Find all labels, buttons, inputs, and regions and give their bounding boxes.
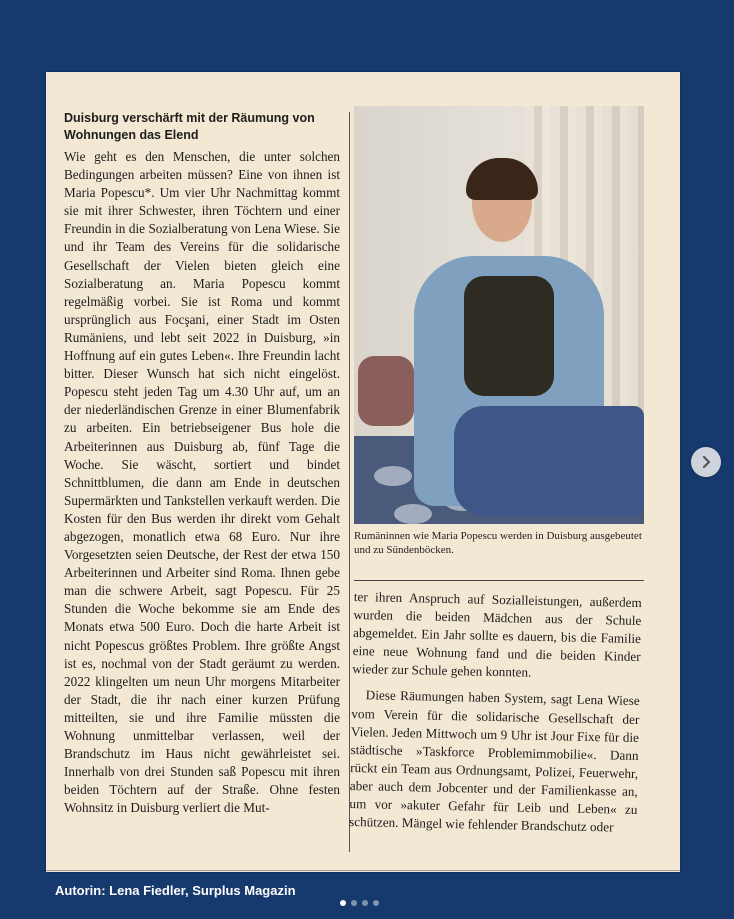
article-headline: Duisburg verschärft mit der Räumung von Wohnungen das Elend [64, 111, 315, 142]
bed-pattern [394, 504, 432, 524]
article-photo [354, 106, 644, 524]
jeans-shape [454, 406, 644, 516]
right-column [349, 588, 642, 837]
next-slide-button[interactable] [691, 447, 721, 477]
magazine-page [46, 72, 680, 872]
gutter-marks [50, 132, 56, 852]
carousel-dot[interactable] [373, 900, 379, 906]
chevron-right-icon [699, 455, 713, 469]
shirt-shape [464, 276, 554, 396]
carousel-dot[interactable] [340, 900, 346, 906]
carousel-dots [340, 900, 379, 906]
carousel-dot[interactable] [351, 900, 357, 906]
author-credit: Autorin: Lena Fiedler, Surplus Magazin [55, 883, 296, 898]
left-column [64, 110, 340, 817]
right-column-paragraph-1: ter ihren Anspruch auf Sozialleistungen, außerdem wurden die beiden Mädchen aus der Schule abgemeldet. Ein Jahr sollte es dauern, bis die Familie eine neue Wohnung fand und die beiden Kinder wieder zur Schule gehen konnten. [352, 588, 642, 681]
bed-pattern [374, 466, 412, 486]
photo-caption: Rumäninnen wie Maria Popescu werden in Duisburg ausgebeutet und zu Sündenböcken. [354, 530, 642, 556]
pillow-shape [358, 356, 414, 426]
page-bottom-rule [46, 870, 680, 871]
left-column-text: Wie geht es den Menschen, die unter solchen Bedingungen arbeiten müssen? Eine von ihnen ist Maria Popescu*. Um vier Uhr Nachmittag kommt sie mit ihrer Schwester, ihren Töchtern und einer Freundin in die Sozialberatung von Lena Wiese. Sie und ihr Team des Vereins für die solidarische Gesellschaft der Vielen bieten gleich eine Sozialberatung an. Maria Popescu kommt regelmäßig vorbei. Sie ist Roma und kommt ursprünglich aus Focşani, einer Stadt im Osten Rumäniens, und lebt seit 2022 in Duisburg, »in Hoffnung auf ein gutes Leben«. Ihre Freundin lacht bitter. Dieser Wunsch hat sich nicht eingelöst. Popescu steht jeden Tag um 4.30 Uhr auf, um an der niederländischen Grenze in einer Blumenfabrik zu arbeiten. Ein betriebseigener Bus hole die Arbeiterinnen aus Duisburg ab, fünf Tage die Woche. Sie wäscht, sortiert und bindet Schnittblumen, die dann am Ende in deutschen Supermärkten und Tankstellen verkauft werden. Die Kosten für den Bus werden ihr direkt vom Gehalt abgezogen, monatlich etwa 68 Euro. Nur ihre Vorgesetzten seien Deutsche, der Rest der etwa 150 Arbeiterinnen und Arbeiter sind Roma. Ihnen gebe man die schwere Arbeit, sagt Popescu. Für 25 Stunden die Woche bekomme sie am Ende des Monats etwa 500 Euro. Doch die harte Arbeit ist nicht Popescus größtes Problem. Ihre größte Angst ist es, nochmal von der Stadt geräumt zu werden. 2022 klingelten um neun Uhr morgens Mitarbeiter der Stadt, die ihr nach einer kurzen Prüfung mitteilten, sie und ihre Familie müssten die Wohnung unmittelbar verlassen, weil der Brandschutz im Haus nicht gewährleistet sei. Innerhalb von drei Stunden saß Popescu mit ihren beiden Töchtern auf der Straße. Ohne festen Wohnsitz in Duisburg verliert die Mut- [64, 149, 340, 816]
carousel-dot[interactable] [362, 900, 368, 906]
caption-divider [354, 580, 644, 581]
right-column-paragraph-2: Diese Räumungen haben System, sagt Lena Wiese vom Verein für die solidarische Gesellschaft der Vielen. Jeden Mittwoch um 9 Uhr ist Jour Fixe für die städtische »Taskforce Problemimmobilie«. Dann rückt ein Team aus Ordnungsamt, Polizei, Feuerwehr, aber auch dem Jobcenter und der Familienkasse an, um vor »akuter Gefahr für Leib und Leben« zu schützen. Mängel wie fehlender Brandschutz oder [348, 687, 640, 835]
